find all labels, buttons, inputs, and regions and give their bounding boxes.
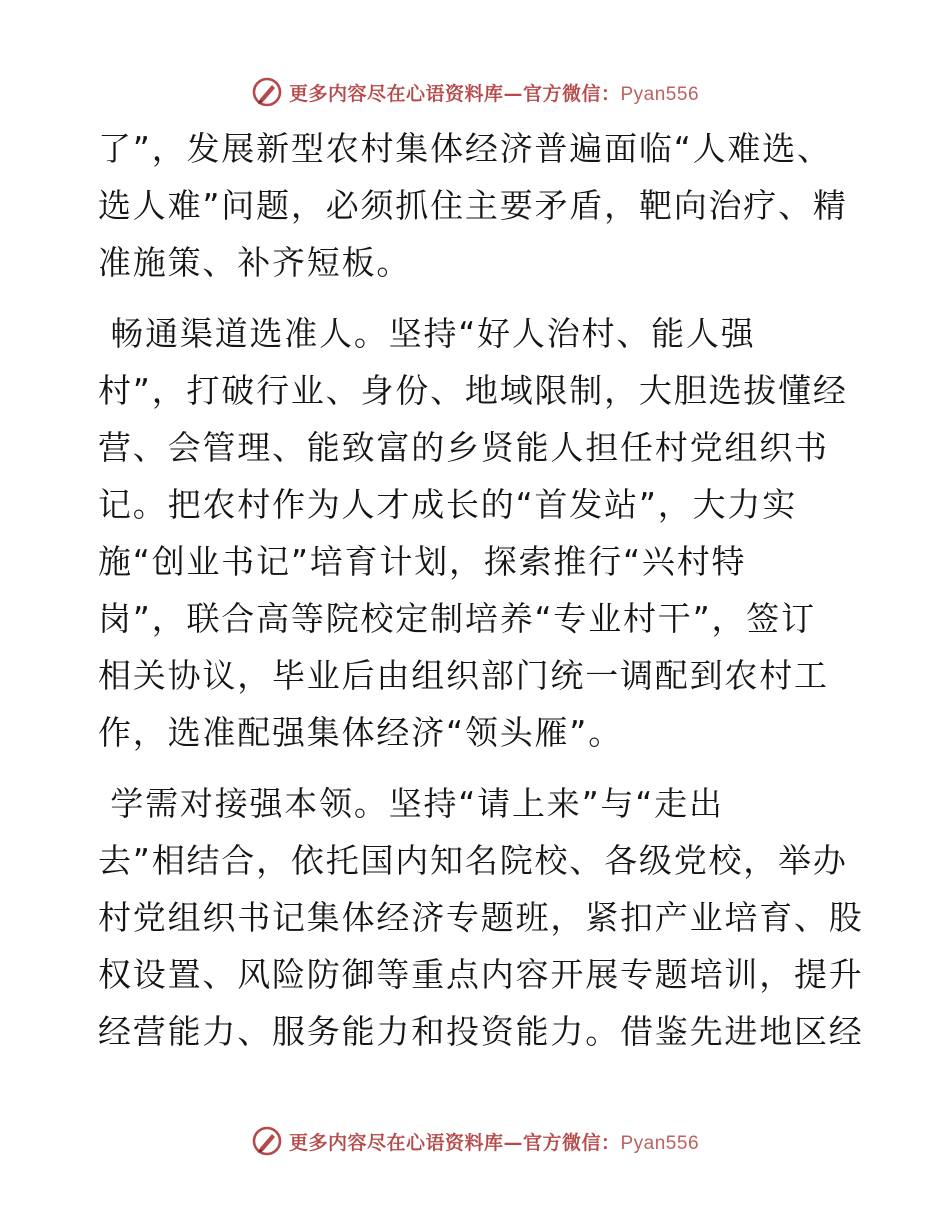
text-line: 经营能力、服务能力和投资能力。借鉴先进地区经 [98, 1012, 864, 1051]
header-watermark [0, 72, 950, 112]
watermark-inner [251, 76, 699, 108]
watermark-label: 更多内容尽在心语资料库—官方微信： [288, 82, 621, 105]
text-line: 施“创业书记”培育计划，探索推行“兴村特 [98, 542, 747, 581]
watermark-text [289, 79, 699, 106]
text-line: 学需对接强本领。坚持“请上来”与“走出 [98, 784, 724, 823]
text-line: 去”相结合，依托国内知名院校、各级党校，举办 [98, 841, 848, 880]
footer-watermark [0, 1121, 950, 1161]
watermark-label: 更多内容尽在心语资料库—官方微信： [288, 1131, 621, 1154]
text-line: 畅通渠道选准人。坚持“好人治村、能人强 [98, 314, 756, 353]
watermark-inner [251, 1125, 699, 1157]
paragraph-3 [98, 775, 864, 1060]
text-line: 作，选准配强集体经济“领头雁”。 [98, 713, 623, 752]
text-line: 村”，打破行业、身份、地域限制，大胆选拔懂经 [98, 371, 848, 410]
text-line: 了”，发展新型农村集体经济普遍面临“人难选、 [98, 129, 832, 168]
paragraph-1 [98, 120, 858, 291]
text-line: 准施策、补齐短板。 [98, 243, 412, 282]
paragraph-2 [98, 305, 858, 761]
text-line: 选人难”问题，必须抓住主要矛盾，靶向治疗、精 [98, 186, 848, 225]
watermark-wechat-id: Pyan556 [620, 83, 700, 105]
text-line: 权设置、风险防御等重点内容开展专题培训，提升 [98, 955, 864, 994]
text-line: 相关协议，毕业后由组织部门统一调配到农村工 [98, 656, 829, 695]
pen-logo-icon [251, 1125, 283, 1157]
document-body [98, 120, 864, 1060]
text-line: 记。把农村作为人才成长的“首发站”，大力实 [98, 485, 797, 524]
watermark-wechat-id: Pyan556 [620, 1132, 700, 1154]
text-line: 岗”，联合高等院校定制培养“专业村干”，签订 [98, 599, 816, 638]
pen-logo-icon [251, 76, 283, 108]
text-line: 营、会管理、能致富的乡贤能人担任村党组织书 [98, 428, 829, 467]
watermark-text [289, 1128, 699, 1155]
text-line: 村党组织书记集体经济专题班，紧扣产业培育、股 [98, 898, 864, 937]
